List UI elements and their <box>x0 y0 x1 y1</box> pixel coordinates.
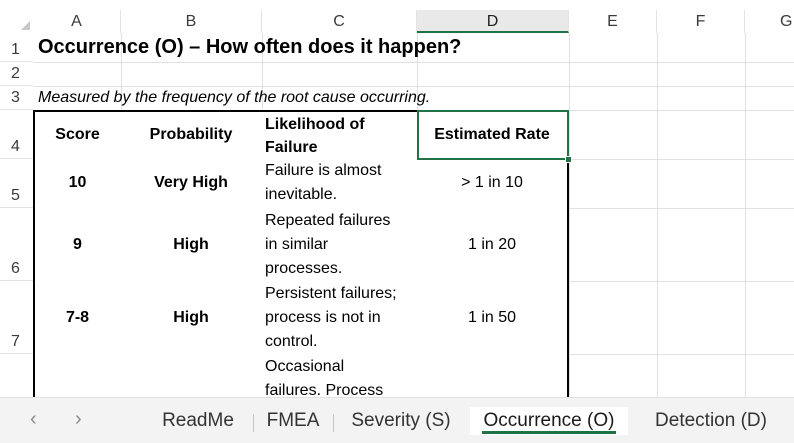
header-likelihood-line: Failure <box>265 139 318 156</box>
column-header-e[interactable]: E <box>569 10 657 33</box>
sheet-subtitle[interactable]: Measured by the frequency of the root cause occurring. <box>38 89 431 106</box>
column-header-b[interactable]: B <box>121 10 262 33</box>
tab-detection[interactable]: Detection (D) <box>655 410 767 431</box>
row-header-5[interactable] <box>0 159 33 208</box>
column-header-d[interactable]: D <box>417 10 569 33</box>
row-number: 2 <box>11 65 20 82</box>
scroll-tabs-right-icon[interactable]: › <box>75 408 82 430</box>
gridline <box>569 33 570 397</box>
column-header-c[interactable]: C <box>262 10 417 33</box>
column-header-g[interactable]: G <box>745 10 794 33</box>
cell-text-line: inevitable. <box>265 186 338 203</box>
header-estimated-rate[interactable]: Estimated Rate <box>417 110 569 160</box>
header-probability[interactable]: Probability <box>120 110 264 160</box>
cell-estimated-rate[interactable]: 1 in 20 <box>417 208 569 283</box>
tab-fmea[interactable]: FMEA <box>266 410 320 431</box>
row-number: 7 <box>11 333 20 350</box>
sheet-tab-bar <box>0 397 794 443</box>
column-header-a[interactable]: A <box>33 10 121 33</box>
row-number: 3 <box>11 89 20 106</box>
row-number: 6 <box>11 260 20 277</box>
cell-text-line: Repeated failures <box>265 212 391 229</box>
cell-estimated-rate[interactable] <box>417 354 569 397</box>
gridline <box>657 33 658 397</box>
cell-text-line: control. <box>265 333 318 350</box>
cell-likelihood[interactable] <box>262 281 419 356</box>
select-all-triangle-icon <box>21 21 30 30</box>
header-score[interactable]: Score <box>33 110 122 160</box>
row-header-6[interactable] <box>0 208 33 281</box>
cell-likelihood[interactable] <box>262 354 419 397</box>
cell-text-line: process is not in <box>265 309 381 326</box>
cell-estimated-rate[interactable]: > 1 in 10 <box>417 158 569 210</box>
select-all-corner[interactable] <box>0 10 33 33</box>
row-number: 4 <box>11 138 20 155</box>
cell-probability[interactable] <box>120 354 264 397</box>
active-tab-indicator <box>482 431 616 434</box>
cell-text-line: Failure is almost <box>265 162 382 179</box>
scroll-tabs-left-icon[interactable]: ‹ <box>30 408 37 430</box>
header-likelihood-line: Likelihood of <box>265 116 365 133</box>
cell-likelihood[interactable] <box>262 208 419 283</box>
tab-readme[interactable]: ReadMe <box>162 410 234 431</box>
tab-severity[interactable]: Severity (S) <box>351 410 451 431</box>
row-header-2[interactable] <box>0 62 33 86</box>
header-likelihood[interactable] <box>262 110 419 160</box>
row-number: 1 <box>11 41 20 58</box>
tab-separator <box>253 414 254 432</box>
cell-text-line: Occasional <box>265 358 345 375</box>
gridline <box>33 86 794 87</box>
cell-score[interactable]: 9 <box>33 208 122 283</box>
cell-score[interactable]: 10 <box>33 158 122 210</box>
gridline <box>745 33 746 397</box>
row-header-4[interactable] <box>0 110 33 159</box>
cell-text-line: processes. <box>265 260 343 277</box>
tab-occurrence[interactable]: Occurrence (O) <box>470 407 628 435</box>
row-header-1[interactable] <box>0 33 33 62</box>
row-number: 5 <box>11 187 20 204</box>
sheet-title[interactable]: Occurrence (O) – How often does it happen? <box>38 36 462 58</box>
fill-handle[interactable] <box>565 156 572 163</box>
column-header-bar <box>0 0 794 33</box>
cell-estimated-rate[interactable]: 1 in 50 <box>417 281 569 356</box>
cell-likelihood[interactable] <box>262 158 419 210</box>
tab-separator <box>333 414 334 432</box>
cell-score[interactable] <box>33 354 122 397</box>
cell-probability[interactable]: High <box>120 281 264 356</box>
gridline <box>33 62 794 63</box>
cell-probability[interactable]: High <box>120 208 264 283</box>
cell-probability[interactable]: Very High <box>120 158 264 210</box>
cell-text-line: Persistent failures; <box>265 285 397 302</box>
row-header-7[interactable] <box>0 281 33 354</box>
row-header-3[interactable] <box>0 86 33 110</box>
cell-text-line: in similar <box>265 236 329 253</box>
column-header-f[interactable]: F <box>657 10 745 33</box>
cell-score[interactable]: 7-8 <box>33 281 122 356</box>
cell-text-line: failures. Process <box>265 382 384 397</box>
